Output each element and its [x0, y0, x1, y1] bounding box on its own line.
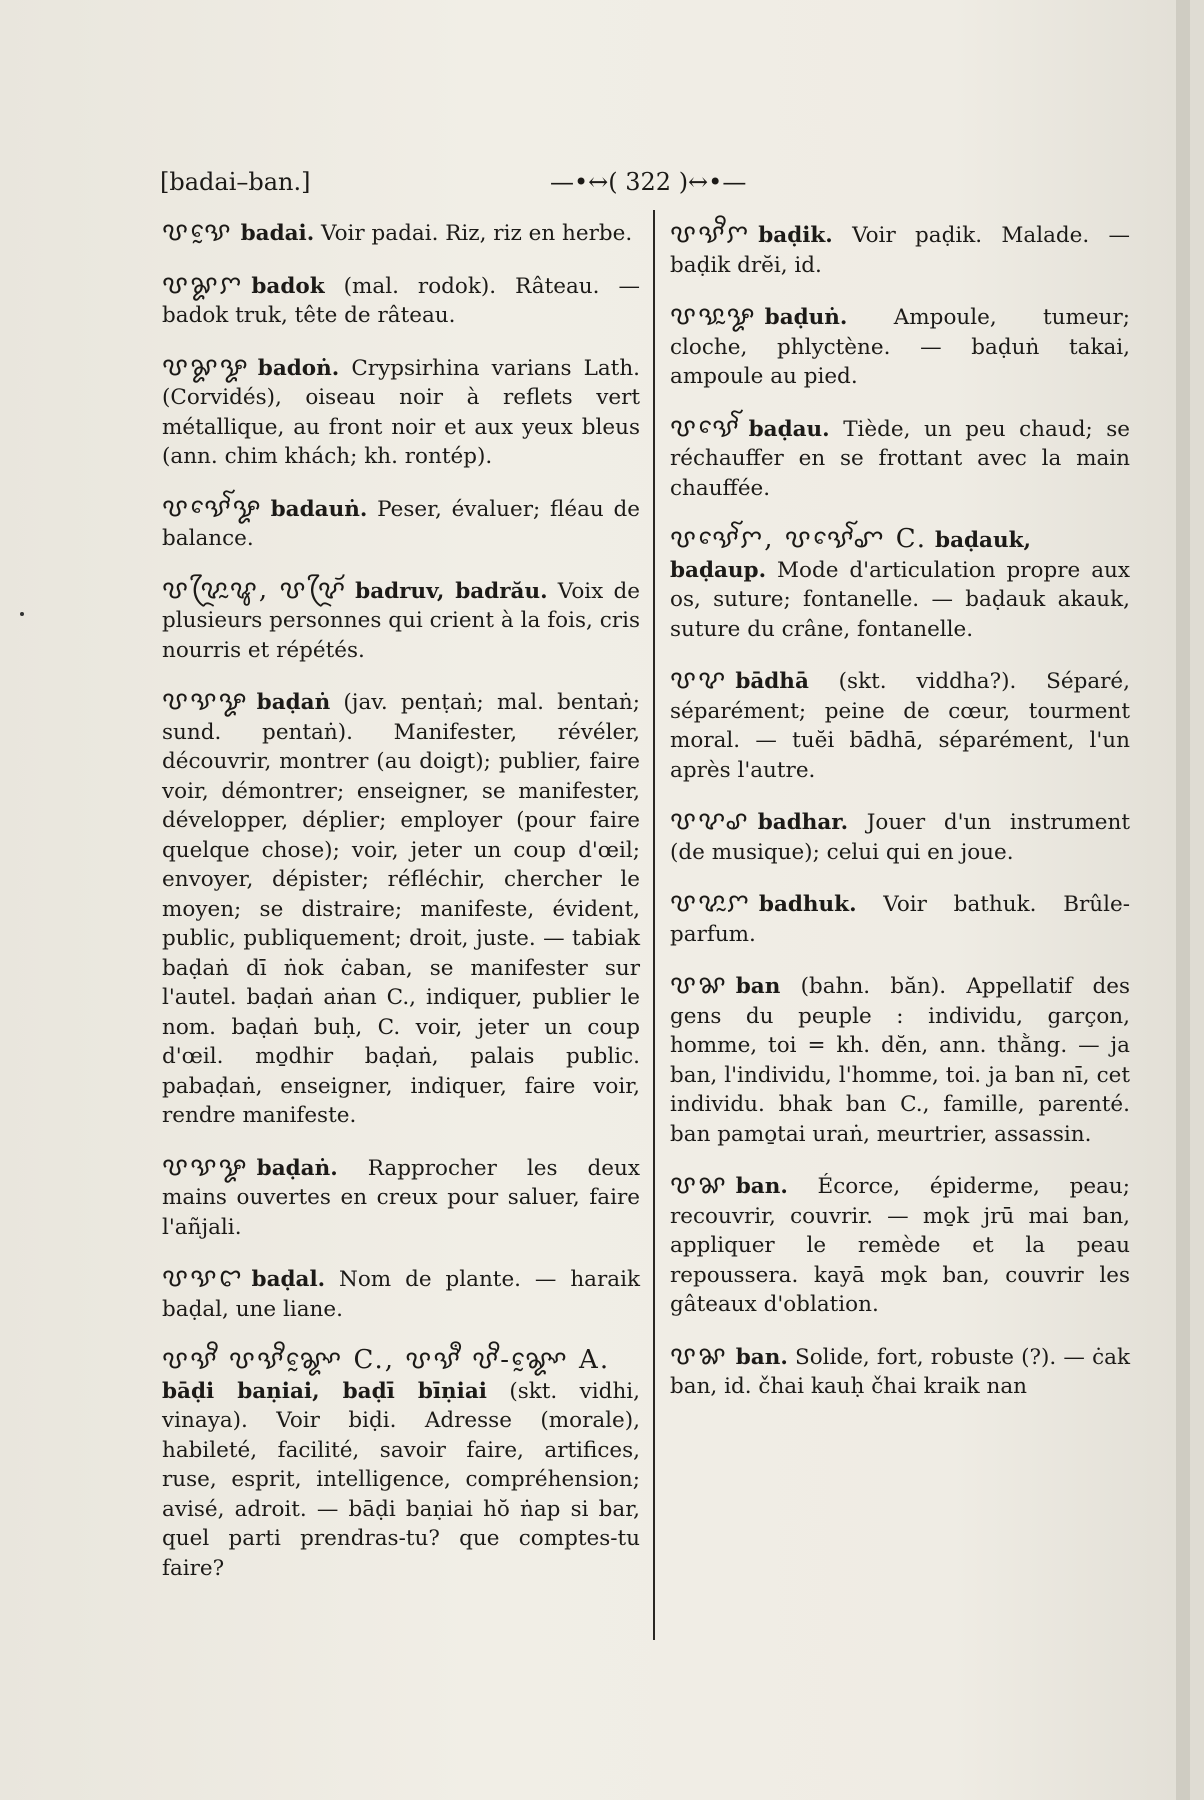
- cham-script: ꨝꨕꨯꨱꨆ, ꨝꨕꨯꨱꨚ C.: [670, 524, 928, 554]
- definition: Voir paḍik. Malade. — baḍik drĕi, id.: [670, 223, 1130, 278]
- headword: badoṅ.: [257, 355, 340, 381]
- cham-script: ꨝꨕꨯꨱꨋ: [162, 492, 263, 523]
- definition: (mal. rodok). Râteau. — badok truk, tête de râteau.: [162, 273, 640, 328]
- left-column: [162, 218, 640, 1605]
- entry-badau: [670, 414, 1130, 504]
- headword: baḍuṅ.: [764, 305, 848, 330]
- definition: (skt. vidhi, vinaya). Voir biḍi. Adresse (morale), habileté, facilité, savoir faire, artifices, ruse, esprit, intelligence, compréhension; avisé, adroit. — bāḍi baṇiai hŏ ṅap si bar, quel parti prendras-tu? que comptes-tu faire?: [162, 1378, 641, 1581]
- page-header: [160, 168, 1150, 208]
- entry-badaun: [162, 494, 640, 554]
- cham-script: ꨝꨙꨆ: [162, 269, 244, 300]
- headword: badauṅ.: [270, 496, 368, 522]
- cham-script: ꨝꨖꨭꨆ: [670, 888, 751, 918]
- margin-speck: [20, 612, 24, 616]
- entry-badan: [162, 687, 640, 1131]
- headword: bādhā: [735, 669, 809, 694]
- headword: baḍik.: [758, 223, 833, 248]
- entry-ban: [670, 971, 1130, 1149]
- cham-script: ꨝꨗ: [670, 1170, 728, 1200]
- section-range: [badai–ban.]: [160, 168, 311, 196]
- definition: Jouer d'un instrument (de musique); celui qui en joue.: [670, 810, 1130, 865]
- definition: Écorce, épiderme, peau; recouvrir, couvrir. — mo̱k jrū mai ban, appliquer le remède et la peau repoussera. kayā mo̱k ban, couvrir les gâteaux d'oblation.: [670, 1174, 1130, 1317]
- headword: ban.: [735, 1344, 788, 1370]
- definition: Tiède, un peu chaud; se réchauffer en se frottant avec la main chauffée.: [670, 416, 1130, 501]
- entry-badruv: [162, 576, 640, 666]
- cham-script: ꨝꨕꨋ: [162, 686, 249, 716]
- headword: baḍauk, baḍaup.: [670, 528, 1031, 583]
- definition: Nom de plante. — haraik baḍal, une liane.: [162, 1267, 640, 1322]
- definition: Voix de plusieurs personnes qui crient à la fois, cris nourris et répétés.: [162, 578, 640, 663]
- headword: ban: [735, 974, 781, 999]
- entry-badai: [162, 218, 640, 249]
- entry-badi: [162, 1346, 640, 1583]
- definition: Crypsirhina varians Lath. (Corvidés), oiseau noir à reflets vert métallique, au front noir et aux yeux bleus (ann. chim khách; kh. rontép).: [162, 355, 640, 469]
- headword: badhuk.: [758, 892, 857, 917]
- headword: bāḍi baṇiai, baḍī bīṇiai: [162, 1378, 487, 1404]
- headword: badhar.: [757, 810, 849, 835]
- definition: Voir bathuk. Brûle-parfum.: [670, 892, 1130, 947]
- cham-script: ꨝꨕꨪ ꨝꨕꨪꨘꨳꨰ C., ꨝꨕꨫ ꨝꨪ-ꨘꨳꨰ A.: [162, 1345, 611, 1375]
- entry-ban-2: [670, 1171, 1130, 1320]
- entry-badal: [162, 1264, 640, 1324]
- headword: baḍaṅ: [256, 690, 331, 715]
- entry-badhar: [670, 807, 1130, 867]
- cham-script: ꨝꨖꨣ: [670, 806, 750, 836]
- page-edge: [1176, 0, 1190, 1800]
- definition: (jav. penṭaṅ; mal. bentaṅ; sund. pentaṅ). Manifester, révéler, découvrir, montrer (au doigt); publier, faire voir, démontrer; enseigner, se manifester, développer, déplier; employer (pour faire quelque chose); voir, jeter un coup d'œil; envoyer, dépister; réfléchir, chercher le moyen; se distraire; manifeste, évident, public, publiquement; droit, juste. — tabiak baḍaṅ dī ṅok ċaban, se manifester sur l'autel. baḍaṅ aṅan C., indiquer, publier le nom. baḍaṅ buḥ, C. voir, jeter un coup d'œil. mo̱dhir baḍaṅ, palais public. pabaḍaṅ, enseigner, indiquer, faire voir, rendre manifeste.: [162, 690, 640, 1128]
- entry-badauk: [670, 525, 1130, 644]
- cham-script: ꨝꨖ: [670, 665, 728, 695]
- definition: Solide, fort, robuste (?). — ċak ban, id. čhai kauḥ čhai kraik nan: [670, 1344, 1130, 1399]
- headword: badruv, badrău.: [355, 578, 548, 604]
- definition: Voir padai. Riz, riz en herbe.: [314, 221, 633, 246]
- definition: Ampoule, tumeur; cloche, phlyctène. — baḍuṅ takai, ampoule au pied.: [670, 305, 1130, 389]
- cham-script: ꨝꨗ: [670, 1340, 728, 1371]
- definition: Peser, évaluer; fléau de balance.: [162, 496, 640, 551]
- definition: (bahn. băn). Appellatif des gens du peuple : individu, garçon, homme, toi = kh. dĕn, ann. thằng. — ja ban, l'individu, l'homme, toi. ja ban nī, cet individu. bhak ban C., famille, parenté. ban pamo̱tai uraṅ, meurtrier, assassin.: [670, 974, 1130, 1147]
- column-divider: [653, 210, 655, 1640]
- cham-script: ꨝꨕꨭꨋ: [670, 301, 757, 331]
- cham-script: ꨝꨖꨴꨭꨥ, ꨝꨖꨴꨮ: [162, 574, 348, 605]
- entry-badik: [670, 220, 1130, 280]
- headword: baḍau.: [748, 416, 830, 442]
- page-number: —•↔( 322 )↔•—: [550, 168, 747, 196]
- entry-badok: [162, 271, 640, 331]
- definition: (skt. viddha?). Séparé, séparément; peine de cœur, tourment moral. — tuĕi bādhā, séparément, l'un après l'autre.: [670, 669, 1130, 783]
- headword: baḍaṅ.: [256, 1155, 338, 1181]
- headword: baḍal.: [251, 1267, 326, 1292]
- headword: badok: [251, 273, 325, 299]
- cham-script: ꨝꨕꨋ: [162, 1151, 249, 1182]
- entry-badha: [670, 666, 1130, 785]
- headword: badai.: [240, 221, 315, 246]
- cham-script: ꨝꨕꨰ: [162, 217, 233, 247]
- cham-script: ꨝꨗ: [670, 970, 728, 1000]
- definition: Mode d'articulation propre aux os, suture; fontanelle. — baḍauk akauk, suture du crâne, fontanelle.: [670, 557, 1130, 642]
- entry-badon: [162, 353, 640, 472]
- entry-badun: [670, 302, 1130, 392]
- entry-badhuk: [670, 889, 1130, 949]
- cham-script: ꨝꨙꨋ: [162, 351, 250, 382]
- cham-script: ꨝꨕꨤ: [162, 1263, 244, 1293]
- entry-ban-3: [670, 1342, 1130, 1402]
- cham-script: ꨝꨕꨪꨆ: [670, 219, 751, 249]
- headword: ban.: [735, 1174, 788, 1199]
- entry-badan-2: [162, 1153, 640, 1243]
- cham-script: ꨝꨕꨯꨱ: [670, 412, 741, 443]
- definition: Rapprocher les deux mains ouvertes en creux pour saluer, faire l'añjali.: [162, 1155, 640, 1240]
- right-column: [670, 220, 1130, 1424]
